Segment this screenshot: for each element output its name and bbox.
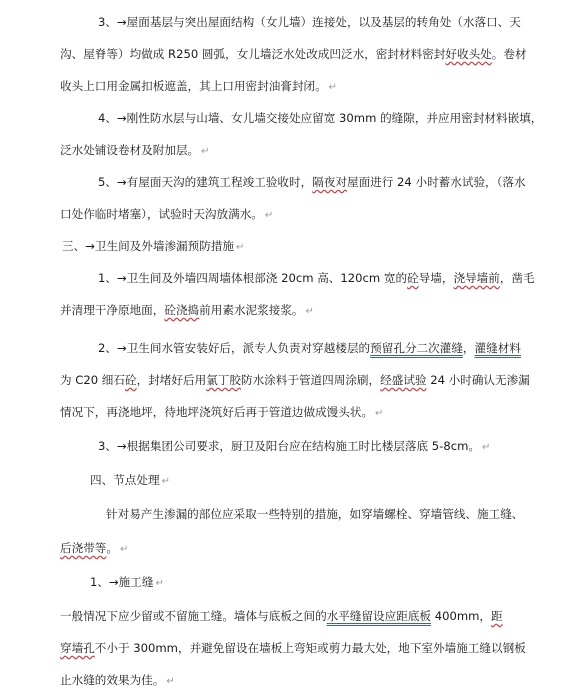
document-line [60,640,526,656]
document-line [60,206,273,224]
paragraph-mark: ↵ [375,408,384,419]
line-text-segment: 2、→卫生间水管安装好后，派专人负责对穿越楼层的 [98,341,371,355]
line-text-segment: 5、→有屋面天沟的建筑工程竣工验收时， [98,175,313,189]
line-text-segment: ，凿毛 [499,271,535,285]
document-line [90,574,164,592]
document-line [106,506,523,522]
line-text-segment: 浇导墙前 [453,271,500,285]
line-text-segment: 止水缝的效果为佳。 [60,673,165,687]
line-text-segment: 水平缝留设应距底板 [326,609,432,623]
line-text-segment: 隔夜对 [312,175,347,189]
document-line [60,78,337,96]
document-line [98,110,542,126]
line-text-segment: 穿墙孔 [60,641,95,655]
paragraph-mark: ↵ [305,306,314,317]
line-text-segment: 后浇带等 [60,541,107,555]
line-text-segment: 距 [491,609,503,623]
line-text-segment: 屋面进行 24 小时蓄水试验，（落水 [346,175,526,189]
paragraph-mark: ↵ [155,578,164,589]
line-text-segment: 沟、屋脊等）均做成 R250 圆弧，女儿墙泛水处改成凹泛水，密封材料密封 [60,47,446,61]
document-line [60,372,530,388]
paragraph-mark: ↵ [161,476,170,487]
line-text-segment: 砼 [407,271,419,285]
document-line [60,302,314,320]
paragraph-mark: ↵ [236,242,245,253]
line-text-segment: 4、→刚性防水层与山墙、女儿墙交接处应留宽 30mm 的缝隙，并应用密封材料嵌填， [98,111,543,125]
document-line [60,46,527,62]
document-line [98,340,521,356]
line-text-segment: 24 小时确认无渗漏 [426,373,530,387]
line-text-segment: 经盛试验 [380,373,427,387]
document-line [62,238,244,256]
line-text-segment: ， [462,341,475,355]
paragraph-mark: ↵ [201,146,210,157]
line-text-segment: 。卷材 [491,47,527,61]
line-text-segment: 砼浇捣 [164,303,200,317]
line-text-segment: 为 C20 细石 [60,373,125,387]
line-text-segment: 情况下，再浇地坪，待地坪浇筑好后再于管道边做成馒头状。 [60,405,374,419]
document-line [98,270,535,286]
line-text-segment: 预留孔分二次灌缝 [370,341,463,355]
line-text-segment: 口处作临时堵塞），试验时天沟放满水。 [60,207,263,221]
paragraph-mark: ↵ [264,210,274,221]
document-line [98,174,526,190]
document-line [90,472,170,490]
line-text-segment: 并清理干净原地面， [60,303,165,317]
line-text-segment: 前用素水泥浆接浆。 [199,303,304,317]
line-text-segment: 三、→卫生间及外墙渗漏预防措施 [62,239,235,253]
line-text-segment: 400mm， [431,609,492,623]
document-line [60,540,128,558]
line-text-segment: 好收头处 [445,47,492,61]
paragraph-mark: ↵ [120,544,129,555]
document-line [60,142,210,160]
document-line [98,438,490,456]
line-text-segment: 防水涂料于管道四周涂刷， [240,373,381,387]
line-text-segment: 1、→施工缝 [90,575,154,589]
line-text-segment: 导墙， [418,271,454,285]
paragraph-mark: ↵ [482,442,491,453]
document-line [60,672,175,690]
document-line [60,608,503,624]
line-text-segment: 收头上口用金属扣板遮盖，其上口用密封油膏封闭。 [60,79,327,93]
line-text-segment: 1、→卫生间及外墙四周墙体根部浇 20cm 高、120cm 宽的 [98,271,408,285]
line-text-segment: 。 [106,541,118,555]
line-text-segment: 氯丁胶 [206,373,241,387]
paragraph-mark: ↵ [166,676,175,687]
line-text-segment: 灌缝材料 [474,341,521,355]
line-text-segment: 不小于 300mm，并避免留设在墙板上弯矩或剪力最大处，地下室外墙施工缝以钢板 [94,641,526,655]
line-text-segment: 3、→根据集团公司要求，厨卫及阳台应在结构施工时比楼层落底 5-8cm。 [98,439,481,453]
line-text-segment: 四、节点处理 [90,473,160,487]
line-text-segment: 泛水处铺设卷材及附加层。 [60,143,200,157]
line-text-segment: ，封堵好后用 [136,373,207,387]
paragraph-mark: ↵ [328,82,338,93]
line-text-segment: 针对易产生渗漏的部位应采取一些特别的措施，如穿墙螺栓、穿墙管线、施工缝、 [106,507,524,521]
line-text-segment: 一般情况下应少留或不留施工缝。墙体与底板之间的 [60,609,327,623]
line-text-segment: 3、→屋面基层与突出屋面结构（女儿墙）连接处，以及基层的转角处（水落口、天 [98,15,521,29]
line-text-segment: 砼 [125,373,137,387]
document-line [98,14,521,30]
document-line [60,404,383,422]
